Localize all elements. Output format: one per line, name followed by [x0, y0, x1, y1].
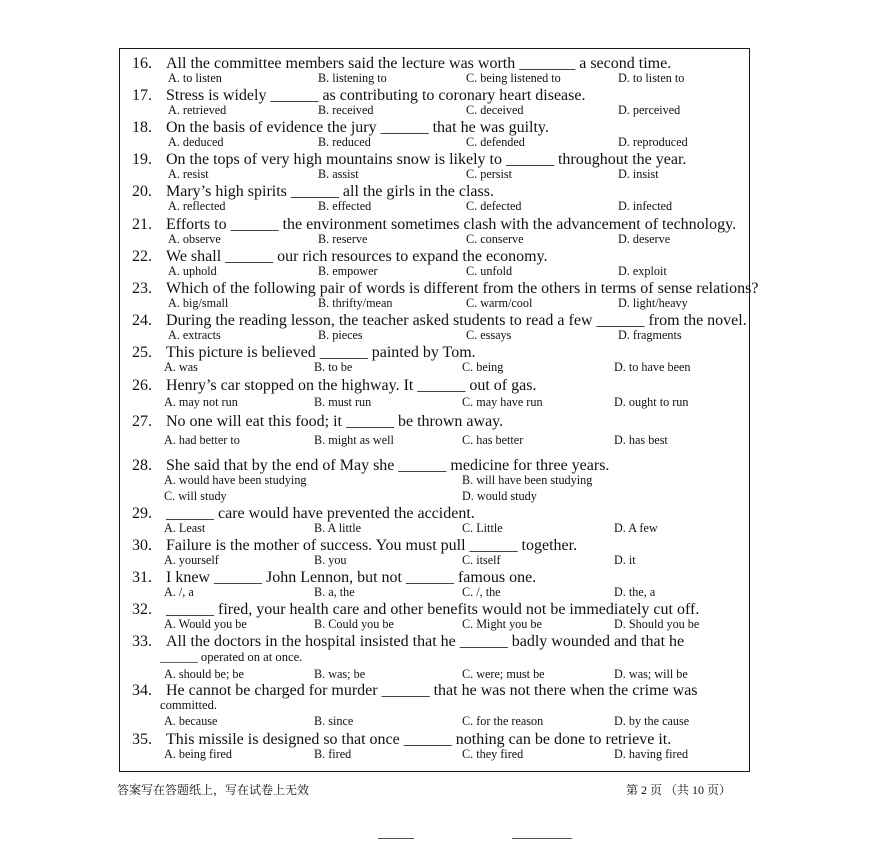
question-stem: During the reading lesson, the teacher asked students to read a few ______ from the novel.: [166, 312, 747, 329]
answer-option-b: B. reserve: [318, 232, 368, 246]
answer-option-c: C. will study: [164, 489, 227, 503]
question-stem: This picture is believed ______ painted by Tom.: [166, 344, 476, 361]
answer-option-c: C. for the reason: [462, 714, 544, 728]
answer-option-c: C. defended: [466, 135, 525, 149]
question-stem: On the tops of very high mountains snow is likely to ______ throughout the year.: [166, 151, 687, 168]
answer-option-c: C. may have run: [462, 395, 543, 409]
question-number: 26.: [132, 377, 152, 394]
answer-option-a: A. was: [164, 360, 198, 374]
question-number: 33.: [132, 633, 152, 650]
question-number: 27.: [132, 413, 152, 430]
answer-option-b: B. thrifty/mean: [318, 296, 393, 310]
answer-option-c: C. unfold: [466, 264, 513, 278]
question-stem: Efforts to ______ the environment sometimes clash with the advancement of technology.: [166, 216, 737, 233]
question-stem: Which of the following pair of words is different from the others in terms of sense relations?: [166, 280, 759, 297]
answer-option-d: D. having fired: [614, 747, 689, 761]
question-stem: She said that by the end of May she ______ medicine for three years.: [166, 457, 610, 474]
question-number: 24.: [132, 312, 152, 329]
answer-option-c: C. has better: [462, 433, 524, 447]
scan-artifact: [512, 838, 572, 839]
answer-option-a: A. to listen: [168, 71, 222, 85]
answer-option-b: B. must run: [314, 395, 372, 409]
answer-option-b: B. pieces: [318, 328, 363, 342]
answer-option-c: C. defected: [466, 199, 522, 213]
question-stem: ______ care would have prevented the accident.: [166, 505, 475, 522]
answer-option-d: D. deserve: [618, 232, 671, 246]
answer-option-b: B. received: [318, 103, 374, 117]
answer-option-c: C. being listened to: [466, 71, 561, 85]
question-stem: He cannot be charged for murder ______ that he was not there when the crime was: [166, 682, 698, 699]
answer-option-c: C. /, the: [462, 585, 501, 599]
answer-option-a: A. retrieved: [168, 103, 227, 117]
answer-option-d: D. has best: [614, 433, 668, 447]
question-stem: Failure is the mother of success. You must pull ______ together.: [166, 537, 578, 554]
answer-option-d: D. ought to run: [614, 395, 689, 409]
answer-option-b: B. fired: [314, 747, 352, 761]
question-number: 19.: [132, 151, 152, 168]
answer-option-a: A. Would you be: [164, 617, 247, 631]
answer-option-d: D. Should you be: [614, 617, 700, 631]
question-stem: Mary’s high spirits ______ all the girls in the class.: [166, 183, 494, 200]
question-number: 16.: [132, 55, 152, 72]
answer-option-b: B. listening to: [318, 71, 387, 85]
question-stem-continued: ______ operated on at once.: [160, 650, 303, 664]
page-number: 第 2 页 （共 10 页）: [626, 783, 732, 797]
answer-option-d: D. fragments: [618, 328, 682, 342]
answer-option-d: D. was; will be: [614, 667, 688, 681]
answer-option-c: C. persist: [466, 167, 513, 181]
question-number: 17.: [132, 87, 152, 104]
question-number: 30.: [132, 537, 152, 554]
answer-option-c: C. warm/cool: [466, 296, 533, 310]
question-number: 20.: [132, 183, 152, 200]
answer-option-b: B. will have been studying: [462, 473, 593, 487]
answer-option-b: B. effected: [318, 199, 372, 213]
answer-option-d: D. to listen to: [618, 71, 685, 85]
question-number: 22.: [132, 248, 152, 265]
answer-option-a: A. would have been studying: [164, 473, 307, 487]
answer-option-d: D. perceived: [618, 103, 681, 117]
answer-option-d: D. by the cause: [614, 714, 690, 728]
question-stem: Stress is widely ______ as contributing to coronary heart disease.: [166, 87, 586, 104]
answer-option-d: D. reproduced: [618, 135, 688, 149]
answer-option-a: A. may not run: [164, 395, 238, 409]
question-number: 18.: [132, 119, 152, 136]
answer-option-d: D. the, a: [614, 585, 656, 599]
answer-option-c: C. were; must be: [462, 667, 545, 681]
question-stem: We shall ______ our rich resources to expand the economy.: [166, 248, 548, 265]
question-number: 32.: [132, 601, 152, 618]
answer-option-a: A. uphold: [168, 264, 217, 278]
question-number: 34.: [132, 682, 152, 699]
answer-option-b: B. assist: [318, 167, 359, 181]
answer-option-b: B. A little: [314, 521, 362, 535]
scan-artifact: [378, 838, 414, 839]
answer-option-c: C. deceived: [466, 103, 524, 117]
answer-option-a: A. big/small: [168, 296, 229, 310]
question-number: 31.: [132, 569, 152, 586]
answer-option-c: C. they fired: [462, 747, 524, 761]
question-stem: All the committee members said the lecture was worth _______ a second time.: [166, 55, 672, 72]
answer-option-b: B. was; be: [314, 667, 366, 681]
answer-option-a: A. should be; be: [164, 667, 244, 681]
answer-option-a: A. /, a: [164, 585, 194, 599]
answer-option-b: B. since: [314, 714, 354, 728]
footer-instruction: 答案写在答题纸上，写在试卷上无效: [117, 783, 310, 797]
answer-option-a: A. deduced: [168, 135, 224, 149]
question-stem: No one will eat this food; it ______ be thrown away.: [166, 413, 504, 430]
answer-option-a: A. had better to: [164, 433, 240, 447]
answer-option-b: B. empower: [318, 264, 378, 278]
answer-option-a: A. yourself: [164, 553, 219, 567]
answer-option-d: D. infected: [618, 199, 673, 213]
answer-option-c: C. conserve: [466, 232, 524, 246]
answer-option-b: B. might as well: [314, 433, 394, 447]
answer-option-a: A. being fired: [164, 747, 233, 761]
answer-option-b: B. a, the: [314, 585, 355, 599]
question-stem: This missile is designed so that once ______ nothing can be done to retrieve it.: [166, 731, 672, 748]
question-stem-continued: committed.: [160, 698, 218, 712]
answer-option-c: C. essays: [466, 328, 512, 342]
question-number: 25.: [132, 344, 152, 361]
answer-option-d: D. light/heavy: [618, 296, 688, 310]
question-number: 28.: [132, 457, 152, 474]
answer-option-c: C. being: [462, 360, 504, 374]
answer-option-d: D. insist: [618, 167, 659, 181]
answer-option-a: A. Least: [164, 521, 206, 535]
answer-option-c: C. itself: [462, 553, 501, 567]
answer-option-c: C. Might you be: [462, 617, 542, 631]
answer-option-b: B. Could you be: [314, 617, 394, 631]
answer-option-b: B. reduced: [318, 135, 371, 149]
answer-option-b: B. to be: [314, 360, 353, 374]
answer-option-a: A. extracts: [168, 328, 221, 342]
answer-option-d: D. it: [614, 553, 636, 567]
question-stem: I knew ______ John Lennon, but not ______ famous one.: [166, 569, 537, 586]
answer-option-c: C. Little: [462, 521, 503, 535]
question-stem: ______ fired, your health care and other benefits would not be immediately cut off.: [166, 601, 700, 618]
answer-option-a: A. resist: [168, 167, 209, 181]
question-stem: Henry’s car stopped on the highway. It ______ out of gas.: [166, 377, 537, 394]
question-stem: All the doctors in the hospital insisted that he ______ badly wounded and that he: [166, 633, 685, 650]
answer-option-d: D. to have been: [614, 360, 691, 374]
answer-option-d: D. would study: [462, 489, 537, 503]
answer-option-a: A. observe: [168, 232, 221, 246]
answer-option-b: B. you: [314, 553, 347, 567]
answer-option-a: A. reflected: [168, 199, 226, 213]
answer-option-d: D. exploit: [618, 264, 667, 278]
question-number: 29.: [132, 505, 152, 522]
question-stem: On the basis of evidence the jury ______ that he was guilty.: [166, 119, 549, 136]
question-number: 23.: [132, 280, 152, 297]
answer-option-d: D. A few: [614, 521, 658, 535]
question-number: 21.: [132, 216, 152, 233]
answer-option-a: A. because: [164, 714, 218, 728]
question-number: 35.: [132, 731, 152, 748]
